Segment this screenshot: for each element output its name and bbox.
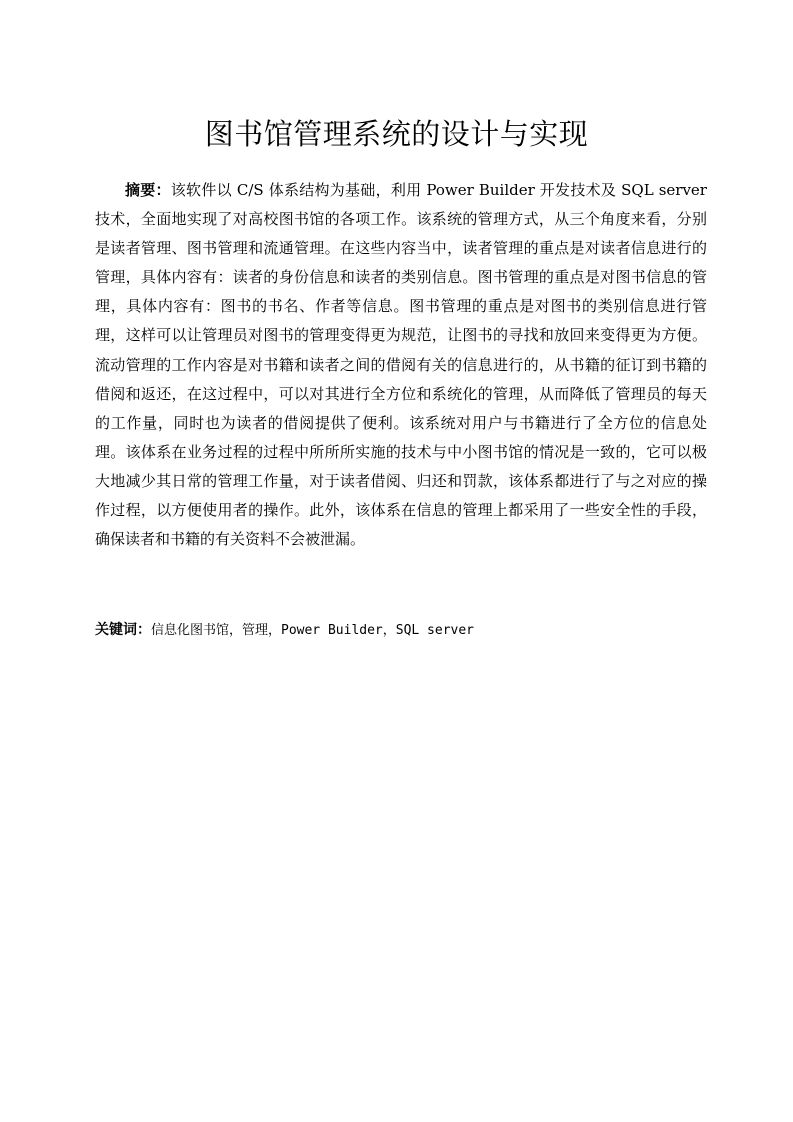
keywords-label: 关键词： [95,622,151,638]
paper-title: 图书馆管理系统的设计与实现 [204,117,589,151]
keywords-line [95,618,707,643]
keywords-text: 信息化图书馆，管理，Power Builder，SQL server [151,623,475,638]
abstract-paragraph [95,176,707,554]
abstract-label: 摘要： [125,181,171,199]
abstract-text: 该软件以 C/S 体系结构为基础，利用 Power Builder 开发技术及 SQL server 技术，全面地实现了对高校图书馆的各项工作。该系统的管理方式，从三个角度来看，分别是读者管理、图书管理和流通管理。在这些内容当中，读者管理的重点是对读者信息进行的管理，具体内容有：读者的身份信息和读者的类别信息。图书管理的重点是对图书信息的管理，具体内容有：图书的书名、作者等信息。图书管理的重点是对图书的类别信息进行管理，这样可以让管理员对图书的管理变得更为规范，让图书的寻找和放回来变得更为方便。流动管理的工作内容是对书籍和读者之间的借阅有关的信息进行的，从书籍的征订到书籍的借阅和返还，在这过程中，可以对其进行全方位和系统化的管理，从而降低了管理员的每天的工作量，同时也为读者的借阅提供了便利。该系统对用户与书籍进行了全方位的信息处理。该体系在业务过程的过程中所所所实施的技术与中小图书馆的情况是一致的，它可以极大地减少其日常的管理工作量，对于读者借阅、归还和罚款，该体系都进行了与之对应的操作过程，以方便使用者的操作。此外，该体系在信息的管理上都采用了一些安全性的手段，确保读者和书籍的有关资料不会被泄漏。 [95,181,707,549]
